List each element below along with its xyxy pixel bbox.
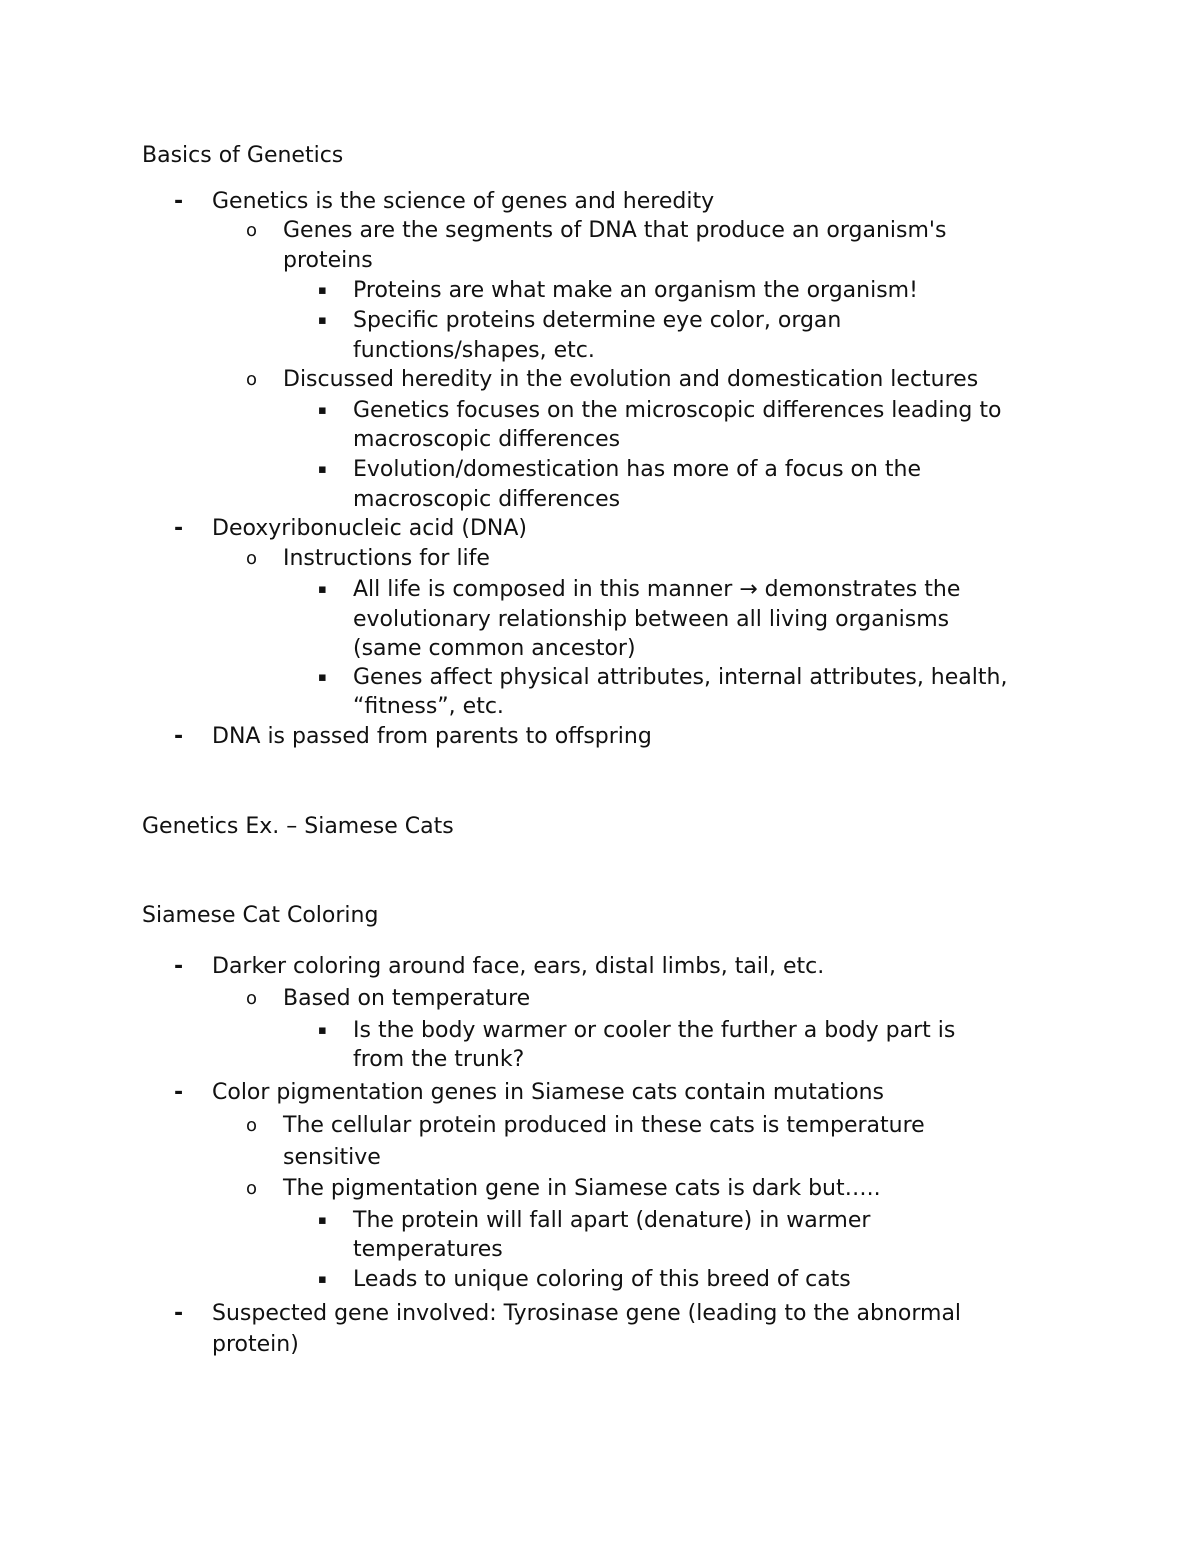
list-item: The protein will fall apart (denature) in warmer [353,1208,871,1233]
list-item: All life is composed in this manner → demonstrates the [353,577,961,602]
dash-bullet: - [174,954,184,979]
list-item: Specific proteins determine eye color, organ [353,308,842,333]
list-item-continuation: from the trunk? [353,1047,525,1072]
list-item-continuation: macroscopic differences [353,427,621,452]
list-item: Based on temperature [283,986,531,1011]
square-bullet: ▪ [318,582,327,597]
list-item-continuation: “fitness”, etc. [353,694,504,719]
square-bullet: ▪ [318,283,327,298]
list-item: Genetics focuses on the microscopic differences leading to [353,398,1002,423]
square-bullet: ▪ [318,1272,327,1287]
list-item: Is the body warmer or cooler the further a body part is [353,1018,956,1043]
list-item: The cellular protein produced in these cats is temperature [283,1113,925,1138]
dash-bullet: - [174,724,184,749]
circle-bullet: o [246,220,258,241]
square-bullet: ▪ [318,1213,327,1228]
section-heading-siamese-cats: Genetics Ex. – Siamese Cats [142,814,454,839]
list-item: DNA is passed from parents to offspring [212,724,652,749]
circle-bullet: o [246,988,258,1009]
list-item: Darker coloring around face, ears, distal limbs, tail, etc. [212,954,825,979]
list-item: Discussed heredity in the evolution and domestication lectures [283,367,979,392]
list-item: Deoxyribonucleic acid (DNA) [212,516,527,541]
dash-bullet: - [174,189,184,214]
square-bullet: ▪ [318,403,327,418]
dash-bullet: - [174,1080,184,1105]
list-item: Evolution/domestication has more of a focus on the [353,457,922,482]
list-item: Genetics is the science of genes and heredity [212,189,715,214]
section-heading-siamese-coloring: Siamese Cat Coloring [142,903,379,928]
dash-bullet: - [174,1301,184,1326]
list-item-continuation: evolutionary relationship between all living organisms [353,607,950,632]
list-item-continuation: (same common ancestor) [353,636,636,661]
list-item: Instructions for life [283,546,490,571]
list-item: Proteins are what make an organism the organism! [353,278,918,303]
section-heading-basics: Basics of Genetics [142,143,344,168]
square-bullet: ▪ [318,313,327,328]
circle-bullet: o [246,369,258,390]
list-item: Color pigmentation genes in Siamese cats contain mutations [212,1080,885,1105]
list-item: Genes affect physical attributes, internal attributes, health, [353,665,1008,690]
circle-bullet: o [246,1178,258,1199]
circle-bullet: o [246,1115,258,1136]
list-item-continuation: sensitive [283,1145,381,1170]
square-bullet: ▪ [318,1023,327,1038]
dash-bullet: - [174,516,184,541]
list-item: Genes are the segments of DNA that produce an organism's [283,218,947,243]
list-item-continuation: temperatures [353,1237,503,1262]
square-bullet: ▪ [318,670,327,685]
square-bullet: ▪ [318,462,327,477]
list-item-continuation: protein) [212,1332,299,1357]
list-item-continuation: proteins [283,248,373,273]
list-item: Leads to unique coloring of this breed of cats [353,1267,851,1292]
list-item: Suspected gene involved: Tyrosinase gene (leading to the abnormal [212,1301,962,1326]
list-item-continuation: functions/shapes, etc. [353,338,595,363]
list-item: The pigmentation gene in Siamese cats is dark but….. [283,1176,881,1201]
list-item-continuation: macroscopic differences [353,487,621,512]
circle-bullet: o [246,548,258,569]
